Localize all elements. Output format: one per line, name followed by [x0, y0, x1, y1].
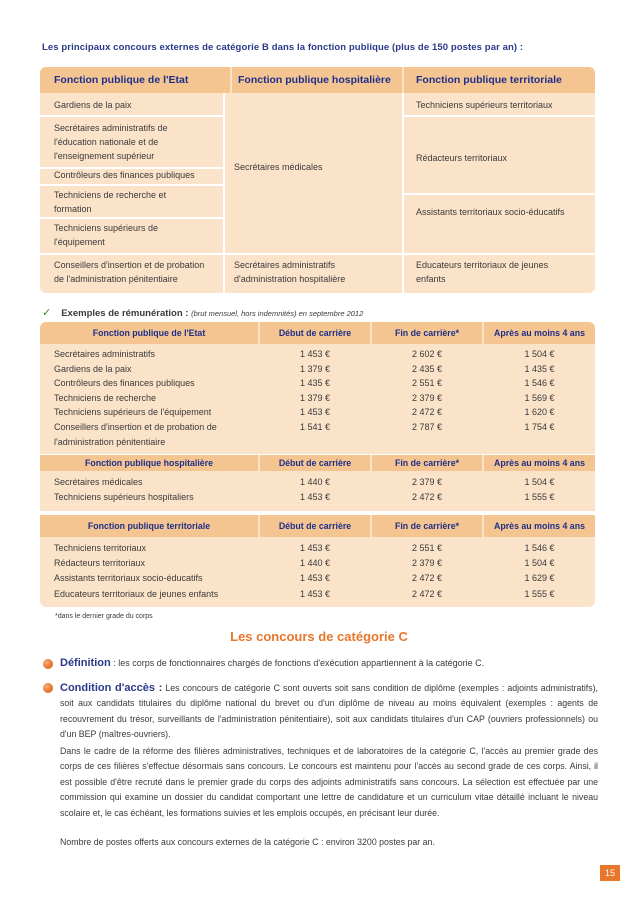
- bullet-icon: [43, 659, 53, 669]
- terr-item: Techniciens supérieurs territoriaux: [416, 100, 553, 110]
- section-heading-categorie-b: Les principaux concours externes de catégorie B dans la fonction publique (plus de 150 postes par an) :: [42, 42, 524, 53]
- etat-item: Conseillers d'insertion et de probation de l'administration pénitentiaire: [54, 260, 205, 284]
- definition-text: : les corps de fonctionnaires chargés de fonctions d'exécution appartiennent à la catégorie C.: [110, 658, 485, 668]
- condition-paragraph: [60, 681, 598, 743]
- terr-item: Rédacteurs territoriaux: [416, 153, 508, 163]
- salary-debut: 1 453 € 1 440 € 1 453 € 1 453 €: [299, 543, 331, 599]
- definition-key: Définition: [60, 657, 111, 669]
- terr-item: Educateurs territoriaux de jeunes enfants: [416, 260, 549, 284]
- salary-debut: 1 453 € 1 379 € 1 435 € 1 379 € 1 453 € 1 541 €: [299, 349, 331, 432]
- etat-item: Gardiens de la paix: [54, 100, 132, 110]
- hosp-item: Secrétaires médicales: [234, 162, 323, 172]
- terr-item: Assistants territoriaux socio-éducatifs: [416, 207, 565, 217]
- col-header-debut: Début de carrière: [260, 515, 370, 537]
- col-header-fin: Fin de carrière*: [372, 515, 482, 537]
- col-header-territoriale: Fonction publique territoriale: [404, 67, 595, 93]
- condition-text: Les concours de catégorie C sont ouverts soit sans condition de diplôme (exemples : adjoints administratifs), soit aux candidats titulaires du diplôme national du brevet ou d'un diplôme de niveau au moins équivalent (exemples : agents de recouvrement du trésor, surveillants de l'administration pénitentiaire), soit aux candidats titulaires d'un CAP (ouvriers professionnels) ou d'un BEP (maîtres-ouvriers).: [60, 683, 598, 740]
- footnote: *dans le dernier grade du corps: [55, 613, 153, 620]
- concours-table: [40, 67, 595, 293]
- salary-debut: 1 440 € 1 453 €: [299, 477, 331, 502]
- condition-key: Condition d'accès :: [60, 682, 163, 694]
- section-title-hospitaliere: Fonction publique hospitalière: [40, 455, 258, 471]
- remuneration-line: [42, 306, 363, 319]
- remuneration-label: Exemples de rémunération :: [61, 308, 189, 319]
- salary-apres: 1 504 € 1 555 €: [524, 477, 555, 502]
- col-header-apres: Après au moins 4 ans: [484, 455, 595, 471]
- col-header-hospitaliere: Fonction publique hospitalière: [232, 67, 402, 93]
- salary-fin: 2 602 € 2 435 € 2 551 € 2 379 € 2 472 € 2 787 €: [411, 349, 443, 432]
- col-header-etat: Fonction publique de l'Etat: [40, 67, 230, 93]
- job-names: Secrétaires administratifs Gardiens de la paix Contrôleurs des finances publiques Techniciens de recherche Techniciens supérieurs de l'équipement Conseillers d'insertion et de probation de l'administration pénitentiaire: [54, 349, 217, 447]
- definition-line: [60, 657, 600, 669]
- reform-paragraph: Dans le cadre de la réforme des filières administratives, techniques et de laboratoires de la catégorie C, l'accès au premier grade des corps de ces filières s'effectue désormais sans concours. Le concours est maintenu pour l'accès au second grade de ces corps. Ainsi, il est possible d'être recruté dans le premier grade du corps des adjoints administratifs sans concours. La sélection est effectuée par une commission qui examine un dossier du candidat comportant une lettre de candidature et un curriculum vitae détaillé incluant le niveau scolaire et, le cas échéant, les formations suivies et les emplois occupés, en précisant leur durée.: [60, 746, 598, 818]
- etat-item: Contrôleurs des finances publiques: [54, 170, 195, 180]
- col-header-debut: Début de carrière: [260, 322, 370, 344]
- col-header-fin: Fin de carrière*: [372, 322, 482, 344]
- etat-item: Techniciens de recherche et formation: [54, 190, 167, 214]
- col-header-fin: Fin de carrière*: [372, 455, 482, 471]
- postes-line: Nombre de postes offerts aux concours externes de la catégorie C : environ 3200 postes par an.: [60, 837, 435, 847]
- col-header-apres: Après au moins 4 ans: [484, 322, 595, 344]
- page-number: 15: [600, 865, 620, 881]
- salary-apres: 1 546 € 1 504 € 1 629 € 1 555 €: [524, 543, 555, 599]
- col-header-debut: Début de carrière: [260, 455, 370, 471]
- job-names: Techniciens territoriaux Rédacteurs territoriaux Assistants territoriaux socio-éducatifs Educateurs territoriaux de jeunes enfants: [54, 543, 219, 599]
- salary-fin: 2 551 € 2 379 € 2 472 € 2 472 €: [411, 543, 443, 599]
- col-header-apres: Après au moins 4 ans: [484, 515, 595, 537]
- remuneration-note: (brut mensuel, hors indemnités) en septembre 2012: [191, 309, 364, 318]
- salary-apres: 1 504 € 1 435 € 1 546 € 1 569 € 1 620 € 1 754 €: [524, 349, 555, 432]
- job-names: Secrétaires médicales Techniciens supérieurs hospitaliers: [54, 477, 194, 502]
- section-title-territoriale: Fonction publique territoriale: [40, 515, 258, 537]
- checkmark-icon: ✓: [42, 307, 52, 319]
- salary-fin: 2 379 € 2 472 €: [411, 477, 443, 502]
- section-title-etat: Fonction publique de l'Etat: [40, 322, 258, 344]
- section-heading-categorie-c: Les concours de catégorie C: [230, 629, 408, 644]
- etat-item: Techniciens supérieurs de l'équipement: [54, 223, 159, 247]
- etat-item: Secrétaires administratifs de l'éducation nationale et de l'enseignement supérieur: [54, 123, 168, 161]
- hosp-item: Secrétaires administratifs d'administration hospitalière: [234, 260, 346, 284]
- bullet-icon: [43, 683, 53, 693]
